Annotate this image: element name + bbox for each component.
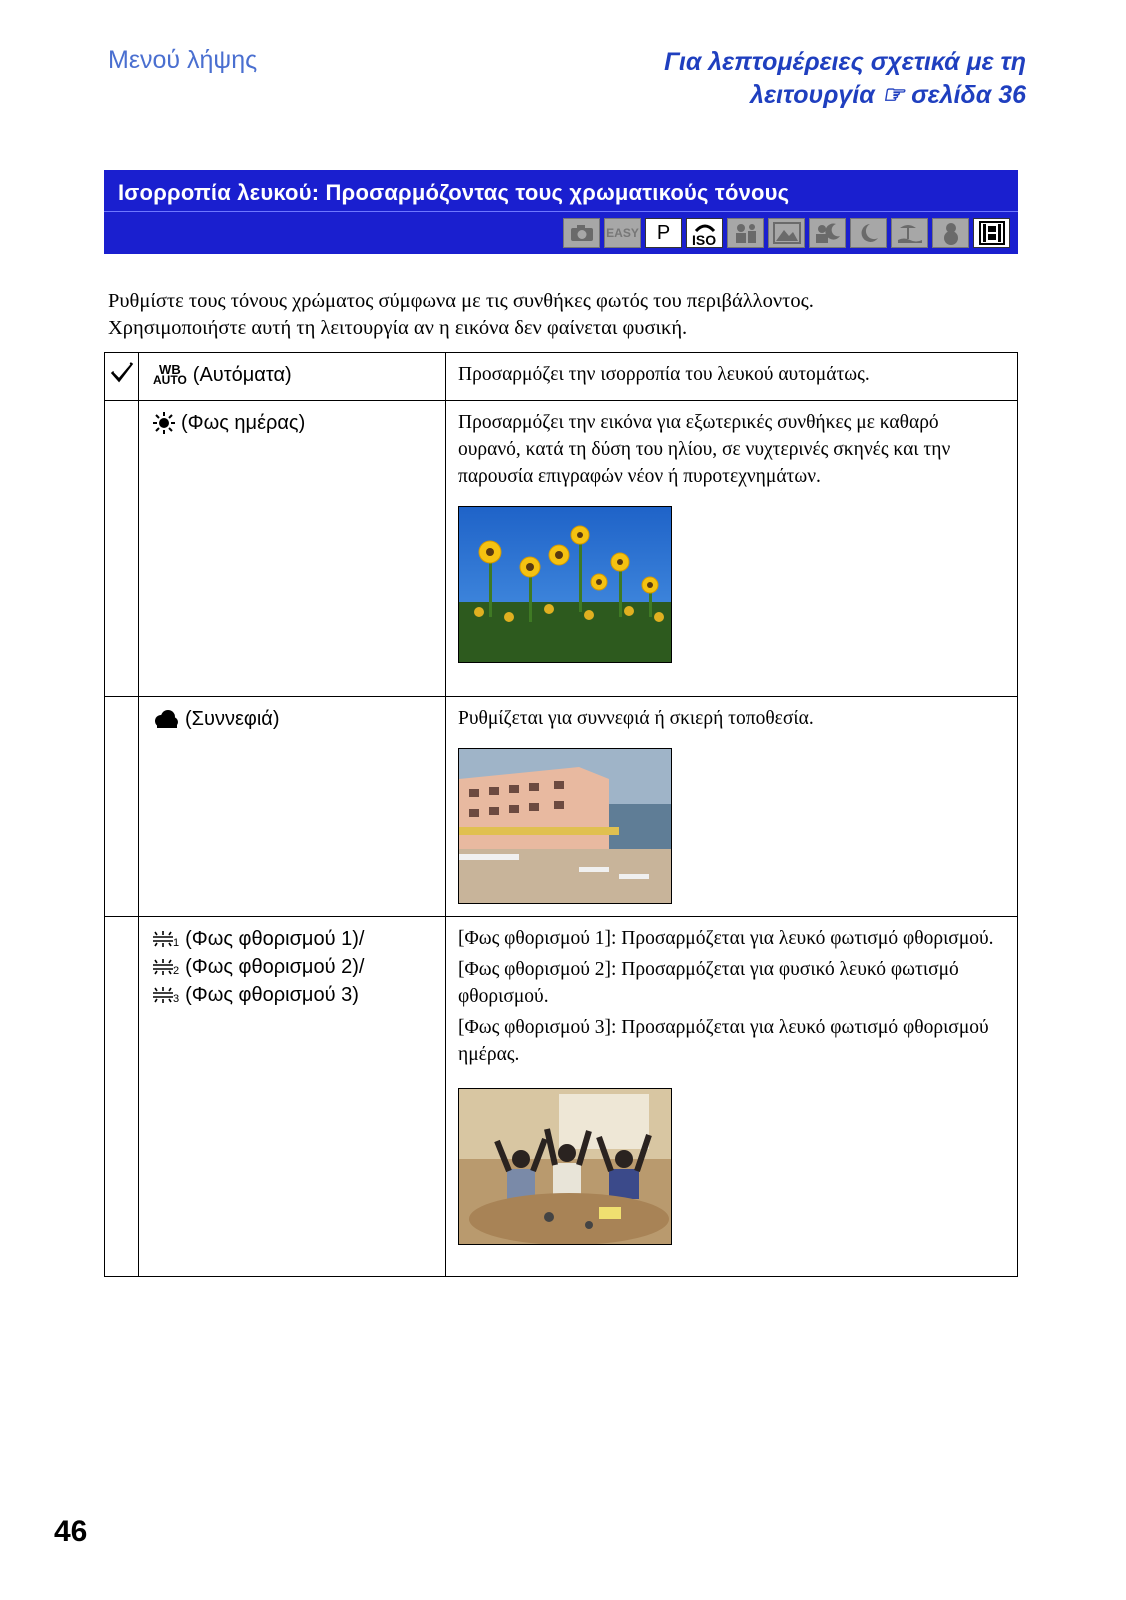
description-cell [446,353,1018,401]
description-cell [446,917,1018,1277]
cloud-icon [153,709,179,729]
fluorescent-2-description: [Φως φθορισμού 2]: Προσαρμόζεται για φυσικό λευκό φωτισμό φθορισμού. [458,959,959,1007]
cloudy-label: (Συννεφιά) [185,708,280,730]
fluorescent-1-option [153,925,445,953]
soft-snap-mode-icon [727,218,764,248]
intro-text [108,288,1028,342]
beach-mode-icon [891,218,928,248]
wb-auto-icon: WB AUTO [153,362,187,387]
setting-cell [139,697,446,917]
table-row-auto [105,353,1018,401]
setting-cell [139,917,446,1277]
default-marker-cell [105,353,139,401]
sunflowers-photo [458,506,672,663]
twilight-mode-icon [850,218,887,248]
banner-divider [104,211,1018,212]
table-row-fluorescent [105,917,1018,1277]
reference-line-2: λειτουργία ☞ σελίδα 36 [750,81,1026,109]
snow-mode-icon [932,218,969,248]
table-row-daylight [105,401,1018,697]
setting-cell [139,353,446,401]
office-photo [458,1088,672,1245]
daylight-option [153,409,445,437]
twilight-portrait-mode-icon [809,218,846,248]
table-row-cloudy [105,697,1018,917]
setting-cell [139,401,446,697]
page-reference [526,46,1026,112]
fluorescent-3-icon: 3 [153,986,179,1004]
auto-description: Προσαρμόζει την ισορροπία του λευκού αυτομάτως. [458,364,870,385]
fluorescent-2-icon: 2 [153,958,179,976]
intro-line-2: Χρησιμοποιήστε αυτή τη λειτουργία αν η εικόνα δεν φαίνεται φυσική. [108,317,688,339]
fluorescent-1-description: [Φως φθορισμού 1]: Προσαρμόζεται για λευκό φωτισμό φθορισμού. [458,928,994,949]
fluorescent-3-label: (Φως φθορισμού 3) [185,984,359,1006]
section-title: Μενού λήψης [108,46,258,74]
fluorescent-2-option [153,953,445,981]
intro-line-1: Ρυθμίστε τους τόνους χρώματος σύμφωνα με τις συνθήκες φωτός του περιβάλλοντος. [108,290,814,312]
daylight-label: (Φως ημέρας) [181,412,306,434]
reference-line-1: Για λεπτομέρειες σχετικά με τη [664,48,1026,76]
fluorescent-1-label: (Φως φθορισμού 1)/ [185,928,365,950]
auto-option [153,361,445,389]
fluorescent-3-option [153,981,445,1009]
fluorescent-1-icon: 1 [153,930,179,948]
auto-camera-mode-icon [563,218,600,248]
program-mode-icon: P [645,218,682,248]
cloudy-option [153,705,445,733]
white-balance-table [104,352,1018,1277]
fluorescent-3-description: [Φως φθορισμού 3]: Προσαρμόζεται για λευκό φωτισμό φθορισμού ημέρας. [458,1017,989,1065]
cloudy-description: Ρυθμίζεται για συννεφιά ή σκιερή τοποθεσία. [458,708,814,729]
sun-icon [153,412,175,434]
landscape-mode-icon [768,218,805,248]
fluorescent-2-label: (Φως φθορισμού 2)/ [185,956,365,978]
auto-label: (Αυτόματα) [192,364,292,386]
banner-title: Ισορροπία λευκού: Προσαρμόζοντας τους χρωματικούς τόνους [118,180,790,205]
page-link[interactable]: σελίδα 36 [911,81,1026,109]
pointer-icon: ☞ [881,81,905,109]
mode-icons [563,218,1010,248]
daylight-description: Προσαρμόζει την εικόνα για εξωτερικές συνθήκες με καθαρό ουρανό, κατά τη δύση του ηλίου, σε νυχτερινές σκηνές και την παρουσία επιγραφών νέον ή πυροτεχνημάτων. [458,412,951,487]
easy-mode-icon: EASY [604,218,641,248]
high-sensitivity-mode-icon [686,218,723,248]
page-number: 46 [54,1515,88,1548]
topic-banner [104,170,1018,254]
description-cell [446,401,1018,697]
checkmark-icon [109,359,135,385]
hotel-photo [458,748,672,904]
movie-mode-icon [973,218,1010,248]
svg-text:ISO: ISO [691,232,716,246]
description-cell [446,697,1018,917]
